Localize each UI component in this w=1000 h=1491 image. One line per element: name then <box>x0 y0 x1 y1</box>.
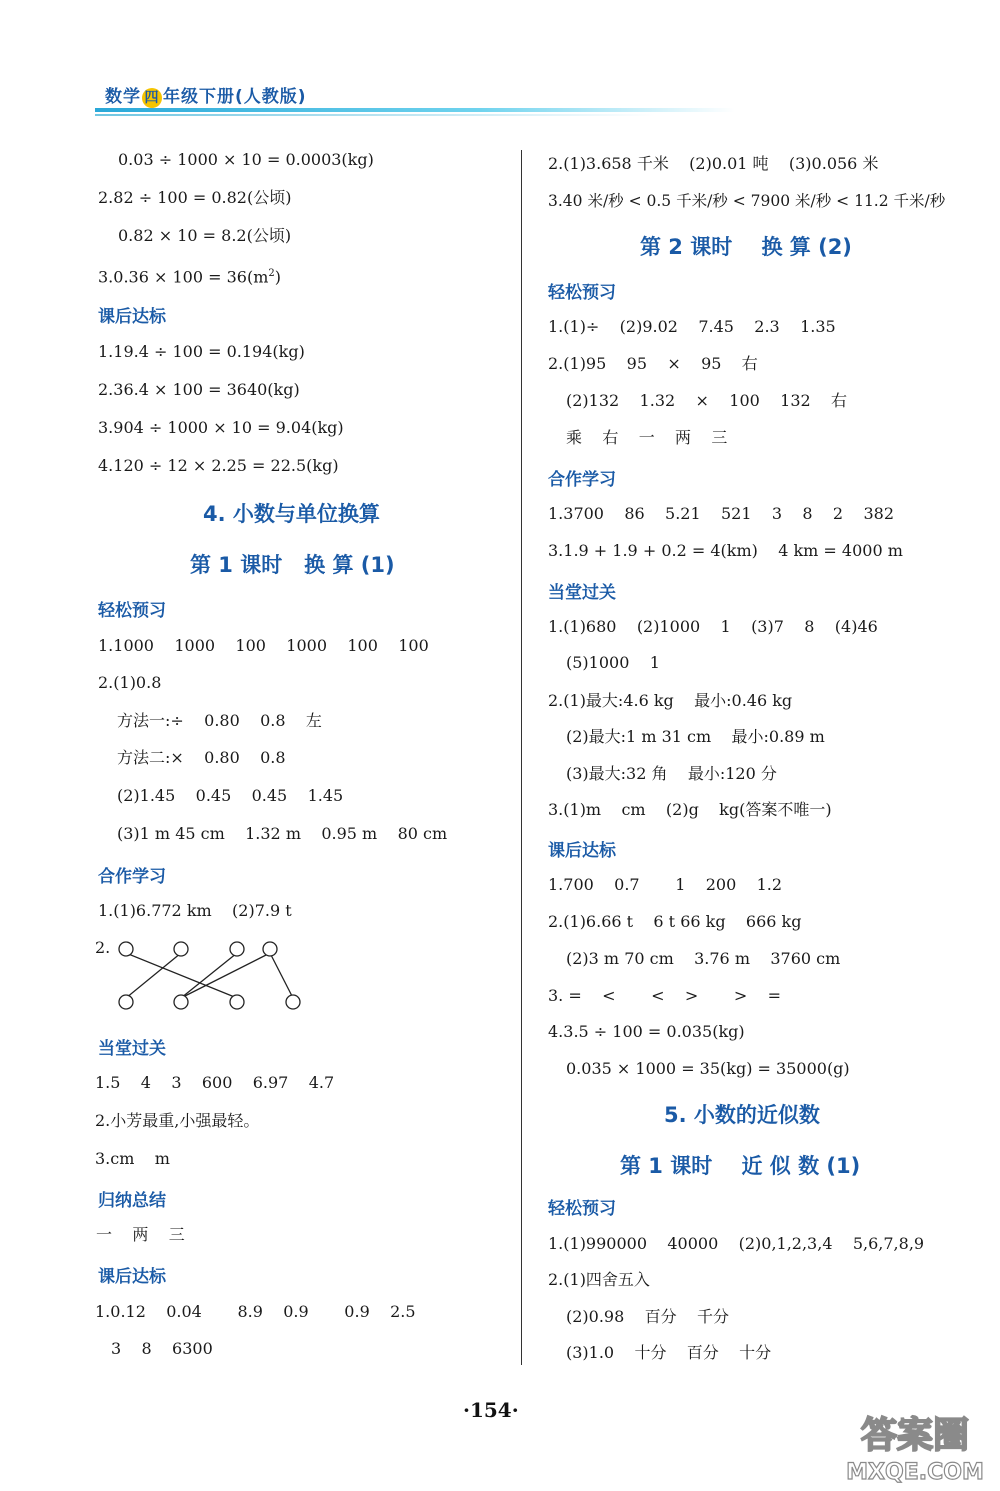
answer-line: 0.035 × 1000 = 35(kg) = 35000(g) <box>566 1059 850 1078</box>
grade-badge: 四 <box>142 88 162 108</box>
answer-line: 3. = < < > > = <box>548 986 782 1005</box>
answer-text: 3.0.36 × 100 = 36(m <box>98 267 269 287</box>
answer-line: (2)132 1.32 × 100 132 右 <box>566 391 848 410</box>
match-circle <box>174 942 188 956</box>
answer-line: 3.(1)m cm (2)g kg(答案不唯一) <box>548 800 832 819</box>
answer-line: 1.5 4 3 600 6.97 4.7 <box>95 1073 335 1092</box>
close-paren: ) <box>274 267 281 287</box>
unit-title: 4. 小数与单位换算 <box>203 502 380 526</box>
answer-line: 1.3700 86 5.21 521 3 8 2 382 <box>548 504 894 523</box>
page-number: ·154· <box>463 1398 519 1422</box>
watermark-url: MXQE.COM <box>846 1460 984 1485</box>
watermark-logo <box>835 1405 995 1487</box>
section-heading: 归纳总结 <box>98 1191 166 1211</box>
answer-line: 4.3.5 ÷ 100 = 0.035(kg) <box>548 1022 745 1041</box>
answer-line: (2)最大:1 m 31 cm 最小:0.89 m <box>566 727 825 746</box>
match-circle <box>263 942 277 956</box>
answer-line: 2.(1)95 95 × 95 右 <box>548 354 758 373</box>
answer-line: 2.(1)0.8 <box>98 673 162 692</box>
lesson-title: 第 1 课时 换 算 (1) <box>190 553 395 577</box>
answer-line: 3.904 ÷ 1000 × 10 = 9.04(kg) <box>98 418 344 437</box>
match-circle <box>174 995 188 1009</box>
answer-line: (3)1 m 45 cm 1.32 m 0.95 m 80 cm <box>117 824 448 843</box>
title-suffix: 年级下册(人教版) <box>163 87 307 107</box>
section-heading: 合作学习 <box>98 867 166 887</box>
matching-line <box>270 953 293 998</box>
answer-line: 3.1.9 + 1.9 + 0.2 = 4(km) 4 km = 4000 m <box>548 541 903 560</box>
answer-line: 1.(1)÷ (2)9.02 7.45 2.3 1.35 <box>548 317 836 336</box>
section-heading: 当堂过关 <box>548 583 616 603</box>
section-heading: 轻松预习 <box>548 283 616 303</box>
answer-line: 方法一:÷ 0.80 0.8 左 <box>117 711 322 730</box>
answer-line: 一 两 三 <box>96 1225 185 1244</box>
lesson-title: 第 2 课时 换 算 (2) <box>640 235 852 259</box>
answer-line: 2. <box>95 938 111 957</box>
answer-line: 2.(1)四舍五入 <box>548 1270 650 1289</box>
answer-line: 2.(1)最大:4.6 kg 最小:0.46 kg <box>548 691 793 710</box>
section-heading: 轻松预习 <box>548 1199 616 1219</box>
section-heading: 当堂过关 <box>98 1039 166 1059</box>
section-heading: 课后达标 <box>98 307 166 327</box>
answer-line: 1.700 0.7 1 200 1.2 <box>548 875 783 894</box>
matching-line <box>181 953 237 998</box>
match-circle <box>230 942 244 956</box>
answer-line: 1.(1)6.772 km (2)7.9 t <box>98 901 292 920</box>
matching-line <box>181 953 270 998</box>
header-bar-secondary <box>95 114 655 116</box>
answer-line: 1.0.12 0.04 8.9 0.9 0.9 2.5 <box>95 1302 416 1321</box>
answer-line: 3 8 6300 <box>111 1339 213 1358</box>
answer-line: 1.1000 1000 100 1000 100 100 <box>98 636 429 655</box>
section-heading: 课后达标 <box>98 1267 166 1287</box>
match-circle <box>286 995 300 1009</box>
matching-diagram <box>110 935 310 1015</box>
title-prefix: 数学 <box>105 87 141 107</box>
answer-line: 0.03 ÷ 1000 × 10 = 0.0003(kg) <box>118 150 374 169</box>
answer-line: 2.(1)6.66 t 6 t 66 kg 666 kg <box>548 912 802 931</box>
answer-line: 1.19.4 ÷ 100 = 0.194(kg) <box>98 342 305 361</box>
lesson-title: 第 1 课时 近 似 数 (1) <box>620 1154 861 1178</box>
answer-line: 方法二:× 0.80 0.8 <box>117 748 286 767</box>
answer-line: 4.120 ÷ 12 × 2.25 = 22.5(kg) <box>98 456 339 475</box>
answer-line: 3.40 米/秒 < 0.5 千米/秒 < 7900 米/秒 < 11.2 千米/秒 <box>548 192 946 210</box>
unit-title: 5. 小数的近似数 <box>664 1103 820 1127</box>
watermark-logo-text: 答案圈 <box>860 1415 970 1456</box>
answer-line: 2.36.4 × 100 = 3640(kg) <box>98 380 300 399</box>
answer-line <box>98 264 281 287</box>
section-heading: 合作学习 <box>548 470 616 490</box>
answer-line: 2.小芳最重,小强最轻。 <box>95 1111 260 1130</box>
answer-line: (3)最大:32 角 最小:120 分 <box>566 764 777 783</box>
answer-line: 2.82 ÷ 100 = 0.82(公顷) <box>98 188 292 207</box>
column-divider <box>521 150 522 1365</box>
answer-line: (2)1.45 0.45 0.45 1.45 <box>117 786 344 805</box>
answer-line: (2)3 m 70 cm 3.76 m 3760 cm <box>566 949 841 968</box>
matching-line <box>126 953 237 998</box>
answer-line: 2.(1)3.658 千米 (2)0.01 吨 (3)0.056 米 <box>548 154 879 173</box>
matching-line <box>126 953 181 998</box>
answer-line: 0.82 × 10 = 8.2(公顷) <box>118 226 292 245</box>
header-bar <box>95 108 735 112</box>
match-circle <box>119 942 133 956</box>
answer-line: 1.(1)990000 40000 (2)0,1,2,3,4 5,6,7,8,9 <box>548 1234 925 1253</box>
answer-line: (3)1.0 十分 百分 十分 <box>566 1343 772 1362</box>
superscript: 2 <box>268 268 275 279</box>
section-heading: 轻松预习 <box>98 601 166 621</box>
answer-line: 1.(1)680 (2)1000 1 (3)7 8 (4)46 <box>548 617 878 636</box>
match-circle <box>119 995 133 1009</box>
answer-line: 乘 右 一 两 三 <box>566 428 728 447</box>
answer-line: (2)0.98 百分 千分 <box>566 1307 729 1326</box>
answer-line: (5)1000 1 <box>566 653 660 672</box>
page-header <box>95 80 995 120</box>
answer-line: 3.cm m <box>95 1149 170 1168</box>
book-title <box>105 82 307 108</box>
section-heading: 课后达标 <box>548 841 616 861</box>
match-circle <box>230 995 244 1009</box>
